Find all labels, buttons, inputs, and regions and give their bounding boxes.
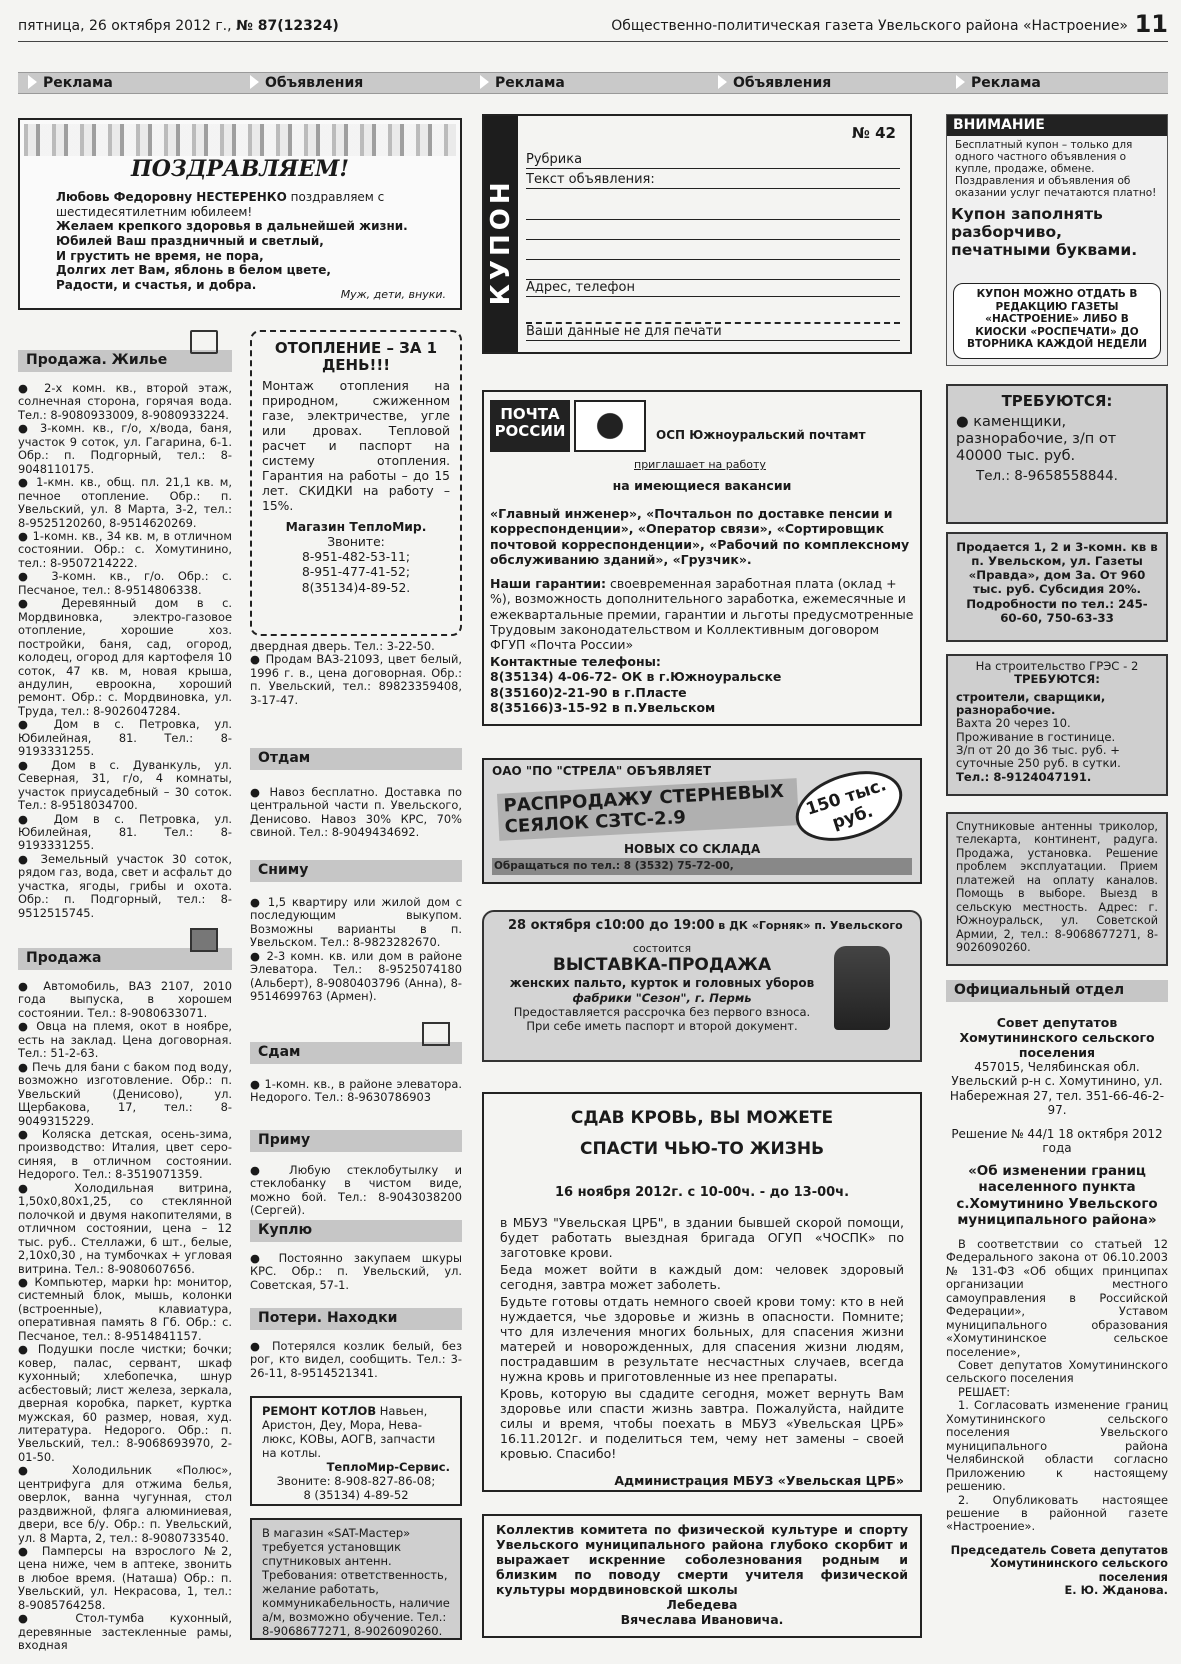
coupon-cut-line bbox=[526, 312, 900, 324]
ad-item: ● 2-х комн. кв., второй этаж, солнечная сторона, горячая вода. Тел.: 8-9080933009, 8-9080933224. bbox=[18, 381, 232, 422]
satellite-ad: Спутниковые антенны триколор, телекарта, континент, радуга. Продажа, установка. Решение проблем эксплуатации. Прием платежей на оплату каналов. Помощь в выборе. Выезд в сельскую местность. Адрес: г. Южноуральск, ул. Советской Армии, 2, тел.: 8-9068677271, 8-9026090260. bbox=[946, 812, 1168, 966]
ad-item: ● Дом в с. Петровка, ул. Юбилейная, 81. Тел.: 8-9193331255. bbox=[18, 717, 232, 759]
ad-item: ● Компьютер, марки hp: монитор, системный блок, мышь, колонки (встроенные), клавиатура, оперативная память 8 Гб. Обр.: с. Песчаное, тел.: 8-9514841157. bbox=[18, 1274, 232, 1343]
sale-ads bbox=[18, 980, 232, 1660]
ad-item: ● Деревянный дом в с. Мордвиновка, электро-газовое отопление, хорошие хоз. постройки, баня, сад, огород, колодец, огород для картофеля 10 соток, 47 кв. м, новая крыша, андулин, евроокна, хороший ремонт. Обр.: с. Мордвиновка, ул. Труда, тел.: 8-9026047284. bbox=[18, 596, 232, 718]
heating-title: ОТОПЛЕНИЕ – ЗА 1 ДЕНЬ!!! bbox=[274, 339, 438, 375]
condolence-notice: Коллектив комитета по физической культуре и спорту Увельского муниципального района глубоко скорбит и выражает искренние соболезнования родным и близким по поводу смерти учителя физической культуры мордвиновской школы Лебедева Вячеслава Ивановича. bbox=[482, 1514, 922, 1638]
section-official: Официальный отдел bbox=[946, 980, 1168, 1002]
ad-item: ● Дом в с. Дуванкуль, ул. Северная, 31, г/о, 4 комнаты, участок приусадебный – 30 соток. Тел.: 8-9518034700. bbox=[18, 757, 232, 813]
coupon-number: № 42 bbox=[851, 124, 896, 142]
ad-item: ● Памперсы на взрослого №2, цена ниже, чем в аптеке, звонить в любое время. (Наташа) Обр.: п. Увельский, ул. Некрасова, 1, тел.: 8-9085764258. bbox=[18, 1544, 232, 1612]
section-housing: Продажа. Жилье bbox=[18, 350, 232, 372]
issue-number: № 87(12324) bbox=[236, 18, 339, 34]
guarantees: Наши гарантии: своевременная заработная плата (оклад + %), возможность дополнительного заработка, ежемесячные и ежеквартальные премии, гарантии и льготы предусмотренные Трудовым законодательством и Коллективным договором ФГУП «Почта России» bbox=[490, 576, 914, 652]
heating-ad: ОТОПЛЕНИЕ – ЗА 1 ДЕНЬ!!! Монтаж отопления на природном, сжиженном газе, электричестве, угле или дровах. Тепловой расчет и паспорт на систему отопления. Гарантия на работы – до 15 лет. СКИДКИ на работу – 15%. Магазин ТеплоМир. Звоните: 8-951-482-53-11; 8-951-477-41-52; 8(35134)4-89-52. bbox=[250, 330, 462, 636]
coupon-field-line[interactable] bbox=[526, 248, 900, 260]
blood-donation-ad: СДАВ КРОВЬ, ВЫ МОЖЕТЕ СПАСТИ ЧЬЮ-ТО ЖИЗНЬ 16 ноября 2012г. с 10-00ч. - до 13-00ч. в МБУЗ "Увельская ЦРБ", в здании бывшей скорой помощи, будет работать выездная бригада ОГУП «ЧОСПК» по заготовке крови. Беда может войти в каждый дом: человек здоровый сегодня, завтра может заболеть. Будьте готовы отдать немного своей крови тому: кто в ней нуждается, чье здоровье и жизнь в опасности. Помните; что для излечения многих больных, для спасения жизни матерей и новорожденных, для спасения жизни людям, пострадавшим в результате несчастных случаев, всегда нужна кровь и приготовленные из нее препараты. Кровь, которую вы сдадите сегодня, может вернуть Вам здоровье или спасти жизнь завтра. Пожалуйста, найдите силы и время, чтобы поехать в МБУЗ «Увельская ЦРБ» 16.11.2012г. и поделиться тем, чему нет замены – своей кровью. Спасибо! Администрация МБУЗ «Увельская ЦРБ» bbox=[482, 1092, 922, 1492]
section-tab-ads-3: Реклама bbox=[956, 75, 1041, 92]
ad-item: ● Любую стеклобутылку и стеклобанку в чистом виде, можно бой. Тел.: 8-9043038200 (Сергей). bbox=[250, 1163, 462, 1218]
coupon-field-line[interactable] bbox=[526, 208, 900, 220]
vacancy-list: «Главный инженер», «Почтальон по доставке пенсии и корреспонденции», «Оператор связи», «Сортировщик почтовой корреспонденции», «Рабочий по комплексному обслуживанию зданий», «Грузчик». bbox=[490, 506, 910, 567]
russian-post-ad: ПОЧТА РОССИИ ОСП Южноуральский почтамт приглашает на работу на имеющиеся вакансии «Главный инженер», «Почтальон по доставке пенсии и корреспонденции», «Оператор связи», «Сортировщик почтовой корреспонденции», «Рабочий по комплексному обслуживанию зданий», «Грузчик». Наши гарантии: своевременная заработная плата (оклад + %), возможность дополнительного заработка, ежемесячные и ежеквартальные премии, гарантии и льготы предусмотренные Трудовым законодательством и Коллективным договором ФГУП «Почта России» Контактные телефоны: 8(35134) 4-06-72- ОК в г.Южноуральске 8(35160)2-21-90 в г.Пласте 8(35166)3-15-92 в п.Увельском bbox=[482, 390, 922, 726]
section-buy: Куплю bbox=[250, 1220, 462, 1242]
congratulation-text: Любовь Федоровну НЕСТЕРЕНКО поздравляем с шестидесятилетним юбилеем! Желаем крепкого здоровья в дальнейшей жизни. Юбилей Ваш праздничный и светлый, И грустить не время, не пора, Долгих лет Вам, яблонь в белом цвете, Радости, и счастья, и добра. bbox=[56, 190, 408, 292]
blood-date: 16 ноября 2012г. с 10-00ч. - до 13-00ч. bbox=[554, 1185, 850, 1201]
coupon-field-private[interactable]: Ваши данные не для печати bbox=[526, 324, 900, 341]
section-rent-give: Сдам bbox=[250, 1042, 462, 1064]
strela-ad: ОАО "ПО "СТРЕЛА" ОБЪЯВЛЯЕТ РАСПРОДАЖУ СТЕРНЕВЫХ СЕЯЛОК СЗТС-2.9 150 тыс. руб. НОВЫХ СО СКЛАДА Обращаться по тел.: 8 (3532) 75-72-00, bbox=[482, 758, 922, 884]
coupon-field-line[interactable] bbox=[526, 268, 900, 280]
ad-item: ● Печь для бани с баком под воду, возможно изготовление. Обр.: п. Увельский (Денисово), ул. Щербакова, 17, тел.: 8-9049315229. bbox=[18, 1059, 232, 1128]
decision-title: «Об изменении границ населенного пункта с.Хомутинино Увельского муниципального района» bbox=[956, 1163, 1158, 1228]
boiler-repair-ad: РЕМОНТ КОТЛОВ Навьен, Аристон, Деу, Мора, Нева-люкс, КОВы, АОГВ, запчасти на котлы. ТеплоМир-Сервис. Звоните: 8-908-827-86-08; 8 (35134) 4-89-52 bbox=[250, 1396, 462, 1506]
construction-jobs-ad: На строительство ГРЭС - 2 ТРЕБУЮТСЯ: строители, сварщики, разнорабочие. Вахта 20 через 10. Проживание в гостинице. З/п от 20 до 36 тыс. руб. + суточные 250 руб. в сутки. Тел.: 8-9124047191. bbox=[946, 654, 1168, 796]
ad-item: ● Продам ВАЗ-21093, цвет белый, 1996 г. в., цена договорная. Обр.: п. Увельский, тел.: 89823359408, 3-17-47. bbox=[250, 652, 462, 707]
eagle-icon bbox=[574, 400, 646, 452]
ad-item: ● Дом в с. Петровка, ул. Юбилейная, 81. Тел.: 8-9193331255. bbox=[18, 811, 232, 853]
phone: 8-951-477-41-52; bbox=[302, 565, 410, 580]
ad-item: ● Постоянно закупаем шкуры КРС. Обр.: п. Увельский, ул. Советская, 57-1. bbox=[250, 1251, 462, 1292]
contacts: Контактные телефоны: 8(35134) 4-06-72- ОК в г.Южноуральске 8(35160)2-21-90 в г.Пласте 8(35166)3-15-92 в п.Увельском bbox=[490, 654, 782, 715]
notice-rounded: КУПОН МОЖНО ОТДАТЬ В РЕДАКЦИЮ ГАЗЕТЫ «НАСТРОЕНИЕ» ЛИБО В КИОСКИ «РОСПЕЧАТИ» ДО ВТОРНИКА КАЖДОЙ НЕДЕЛИ bbox=[953, 283, 1161, 359]
coupon-form bbox=[482, 114, 912, 354]
sat-master-ad: В магазин «SAT-Мастер» требуется установщик спутниковых антенн. Требования: ответственность, желание работать, коммуникабельность, наличие а/м, возможно обучение. Тел.: 8-9068677271, 8-9026090260. bbox=[250, 1518, 462, 1640]
car-icon bbox=[190, 928, 218, 952]
ad-item: ● Овца на племя, окот в ноябре, есть на заклад. Цена договорная. Тел.: 51-2-63. bbox=[18, 1019, 232, 1061]
phone: 8(35134)4-89-52. bbox=[301, 580, 411, 595]
coat-image bbox=[834, 946, 890, 1030]
ad-item: ● 3-комн. кв., г/о, х/вода, баня, участок 9 соток, ул. Гагарина, 6-1. Обр.: п. Подгорный, тел.: 8-9048110175. bbox=[18, 421, 232, 476]
page-number: 11 bbox=[1134, 10, 1168, 38]
price-badge: 150 тыс. руб. bbox=[787, 759, 911, 854]
jobs-ad: ТРЕБУЮТСЯ: ● каменщики, разнорабочие, з/п от 40000 тыс. руб. Тел.: 8-9658558844. bbox=[946, 384, 1168, 524]
ad-item: ● Автомобиль, ВАЗ 2107, 2010 года выпуска, в хорошем состоянии. Тел.: 8-9080633071. bbox=[18, 980, 232, 1020]
section-rent-take: Сниму bbox=[250, 860, 462, 882]
congratulation-box bbox=[18, 118, 462, 310]
exhibition-title: ВЫСТАВКА-ПРОДАЖА bbox=[552, 955, 772, 976]
housing-ads bbox=[18, 382, 232, 922]
section-tab-notices-1: Объявления bbox=[250, 75, 363, 92]
strela-headline: РАСПРОДАЖУ СТЕРНЕВЫХ СЕЯЛОК СЗТС-2.9 bbox=[497, 778, 799, 841]
coupon-field-rubric[interactable]: Рубрика bbox=[526, 152, 900, 169]
congratulation-signature: Муж, дети, внуки. bbox=[340, 288, 446, 301]
section-sale: Продажа bbox=[18, 948, 232, 970]
section-tab-ads-1: Реклама bbox=[28, 75, 113, 92]
coupon-field-address[interactable]: Адрес, телефон bbox=[526, 280, 900, 297]
section-bar bbox=[18, 72, 1168, 94]
coupon-notice bbox=[946, 114, 1168, 366]
coupon-field-text[interactable]: Текст объявления: bbox=[526, 172, 900, 189]
ad-item: ● Холодильная витрина, 1,50х0,80х1,25, со стеклянной полочкой и двумя накопителями, в отличном состоянии, цена – 12 тыс. руб.. Стеллажи, 6 шт., белые, 2,10х0,30 , на тумбочках + угловая витрина. Тел.: 8-9080607656. bbox=[18, 1180, 232, 1276]
section-lost: Потери. Находки bbox=[250, 1308, 462, 1330]
ad-item: ● Коляска детская, осень-зима, производство: Италия, цвет серо-синяя, в отличном состоянии. Недорого. Тел.: 8-3519071359. bbox=[18, 1126, 232, 1182]
post-logo: ПОЧТА РОССИИ bbox=[490, 400, 570, 452]
heating-shop: Магазин ТеплоМир. bbox=[285, 519, 427, 534]
notice-bold: Купон заполнять разборчиво, печатными буквами. bbox=[951, 205, 1138, 260]
ad-item: ● Потерялся козлик белый, без рог, кто видел, сообщить. Тел.: 3-26-11, 8-9514521341. bbox=[250, 1339, 462, 1380]
issue-date: пятница, 26 октября 2012 г., № 87(12324) bbox=[18, 18, 339, 34]
ad-item: ● 1-кмн. кв., общ. пл. 21,1 кв. м, печное отопление. Обр.: п. Увельский, ул. 8 Марта, 3-2, тел.: 8-9525120260, 8-9514620269. bbox=[18, 475, 232, 530]
house-icon bbox=[190, 330, 218, 354]
ad-item: ● 1-комн. кв., 34 кв. м, в отличном состоянии. Обр.: с. Хомутинино, тел.: 8-9507214222. bbox=[18, 528, 232, 570]
section-tab-notices-2: Объявления bbox=[718, 75, 831, 92]
garland-decoration bbox=[24, 124, 456, 156]
ad-item: ● 1-комн. кв., в районе элеватора. Недорого. Тел.: 8-9630786903 bbox=[250, 1077, 462, 1105]
notice-text: Бесплатный купон – только для одного частного объявления о купле, продаже, обмене. Поздравления и объявления об оказании услуг печатаются платно! bbox=[955, 139, 1157, 200]
exhibition-ad: 28 октября с10:00 до 19:00 в ДК «Горняк» п. Увельского состоится ВЫСТАВКА-ПРОДАЖА женских пальто, курток и головных уборов фабрики "Сезон", г. Пермь Предоставляется рассрочка без первого взноса. При себе иметь паспорт и второй документ. bbox=[482, 910, 922, 1062]
congratulation-title: ПОЗДРАВЛЯЕМ! bbox=[130, 156, 350, 182]
section-tab-ads-2: Реклама bbox=[480, 75, 565, 92]
ad-item: ● Стол-тумба кухонный, деревянные застекленные рамы, входная bbox=[18, 1611, 232, 1653]
col2-continued: двердная дверь. Тел.: 3-22-50. ● Продам ВАЗ-21093, цвет белый, 1996 г. в., цена договорная. Обр.: п. Увельский, тел.: 89823359408, 3-17-47. bbox=[250, 639, 462, 707]
ad-item: ● Подушки после чистки; бочки; ковер, палас, сервант, шкаф кухонный; хлебопечка, шнур асбестовый; лист железа, зеркала, дверная коробка, паркет, куртка мужская, 60 размер, новая, худ. литература. Недорого. Обр.: п. Увельский, тел.: 8-9068693970, 2-01-50. bbox=[18, 1342, 232, 1464]
section-give: Отдам bbox=[250, 748, 462, 770]
ad-item: ● Холодильник «Полюс», центрифуга для отжима белья, оверлок, ванна чугунная, стол раздвижной, фляга алюминиевая, двери, все б/у. Обр.: п. Увельский, ул. 8 Марта, 2, тел.: 8-9080733540. bbox=[18, 1463, 232, 1545]
paper-title: Общественно-политическая газета Увельского района «Настроение» bbox=[611, 18, 1128, 34]
ad-item: ● 1,5 квартиру или жилой дом с последующим выкупом. Возможны варианты в п. Увельском. Тел.: 8-9823282670. bbox=[250, 895, 462, 950]
coupon-side: КУПОН bbox=[484, 116, 518, 352]
notice-header: ВНИМАНИЕ bbox=[947, 115, 1167, 136]
ad-item: ● Навоз бесплатно. Доставка по центральной части п. Увельского, Денисово. Навоз 30% КРС, 70% свиной. Тел.: 8-9049434692. bbox=[250, 785, 462, 840]
page-header bbox=[18, 10, 1168, 42]
official-decision: Совет депутатов Хомутининского сельского поселения 457015, Челябинская обл. Увельский р-н с. Хомутинино, ул. Набережная 27, тел. 351-66-46-2-97. Решение № 44/1 18 октября 2012 года «Об изменении границ населенного пункта с.Хомутинино Увельского муниципального района» В соответствии со статьей 12 Федерального закона от 06.10.2003 № 131-ФЗ «Об общих принципах организации местного самоуправления в Российской Федерации», Уставом муниципального образования «Хомутининское сельское поселение», Совет депутатов Хомутининского сельского поселения РЕШАЕТ: 1. Согласовать изменение границ Хомутининского сельского поселения Увельского муниципального района Челябинской области согласно Приложению к настоящему решению. 2. Опубликовать настоящее решение в районной газете «Настроение». Председатель Совета депутатов Хомутининского сельского поселения Е. Ю. Жданова. bbox=[946, 1015, 1168, 1598]
heating-text: Монтаж отопления на природном, сжиженном газе, электричестве, угле или дровах. Тепловой расчет и паспорт на систему отопления. Гарантия на работы – до 15 лет. СКИДКИ на работу – 15%. bbox=[262, 378, 450, 513]
ad-item: ● 3-комн. кв., г/о. Обр.: с. Песчаное, тел.: 8-9514806338. bbox=[18, 569, 232, 597]
phone: 8-951-482-53-11; bbox=[302, 549, 410, 564]
ad-item: ● 2-3 комн. кв. или дом в районе Элеватора. Тел.: 8-9525074180 (Альберт), 8-9080403796 (Анна), 8-9514699763 (Армен). bbox=[250, 948, 462, 1004]
coupon-field-line[interactable] bbox=[526, 228, 900, 240]
section-accept: Приму bbox=[250, 1130, 462, 1152]
flats-sale-ad: Продается 1, 2 и 3-комн. кв в п. Увельском, ул. Газеты «Правда», дом 3а. От 960 тыс. руб. Субсидия 20%. Подробности по тел.: 245-60-60, 750-63-33 bbox=[946, 532, 1168, 642]
ad-item: ● Земельный участок 30 соток, рядом газ, вода, свет и асфальт до участка, ягоды, грибы и охота. Обр.: п. Подгорный, тел.: 8-9512515745. bbox=[18, 851, 232, 920]
